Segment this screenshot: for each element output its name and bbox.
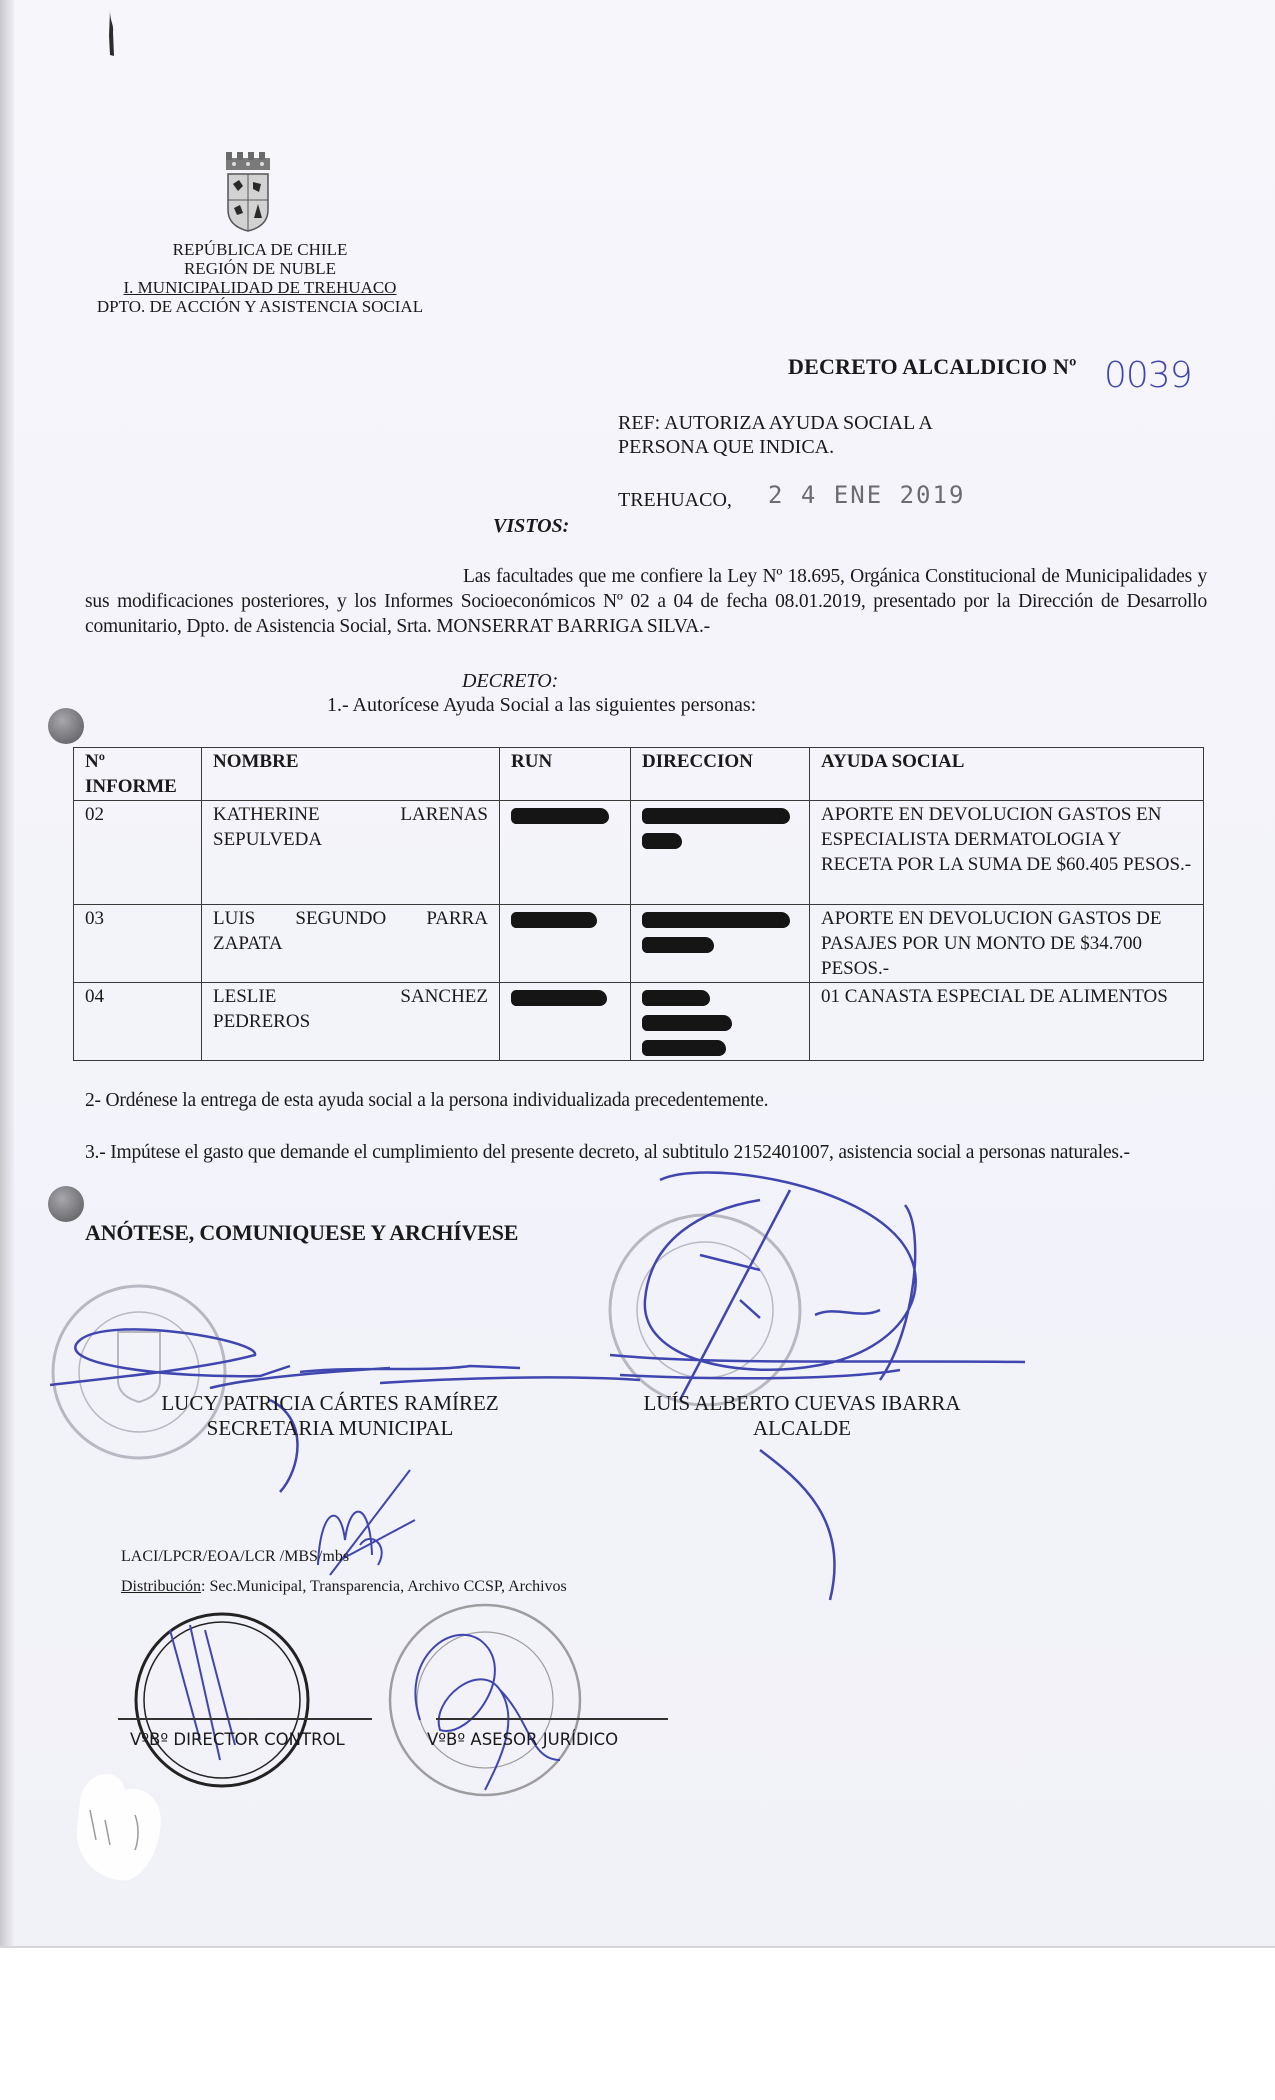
correction-fluid-mark-icon [65,1760,175,1890]
nombre-line-2: SEPULVEDA [213,829,323,850]
alcalde-stamp-icon [610,1215,800,1405]
distribution-text: : Sec.Municipal, Transparencia, Archivo CCSP, Archivos [201,1578,567,1595]
aid-recipients-table [73,747,1204,1061]
initials-line: LACI/LPCR/EOA/LCR /MBS/mbs [121,1548,350,1565]
alcalde-title: ALCALDE [753,1416,851,1440]
table-row [74,905,1204,983]
closing-formula: ANÓTESE, COMUNIQUESE Y ARCHÍVESE [85,1220,519,1245]
cell-nombre [202,983,500,1061]
nombre-line-1: LUIS SEGUNDO PARRA [213,908,488,929]
header-informe-line-2: INFORME [85,776,177,797]
cell-ayuda: APORTE EN DEVOLUCION GASTOS EN ESPECIALISTA DERMATOLOGIA Y RECETA POR LA SUMA DE $60.405 PESOS.- [810,801,1204,905]
decreto-item-1: 1.- Autorícese Ayuda Social a las siguientes personas: [327,694,757,716]
decree-title: DECRETO ALCALDICIO Nº [788,354,1077,379]
redaction-bar [642,1015,732,1031]
scan-edge-shadow [0,0,14,1948]
reference-line-1: REF: AUTORIZA AYUDA SOCIAL A [618,412,933,434]
secretaria-signature-block [130,1391,530,1441]
vistos-text: Las facultades que me confiere la Ley Nº 18.695, Orgánica Constitucional de Municipalidades y sus modificaciones posteriores, y los Informes Socioeconómicos Nº 02 a 04 de fecha 08.01.2019, presentado por la Dirección de Desarrollo comunitario, Dpto. de Asistencia Social, Srta. MONSERRAT BARRIGA SILVA.- [85,566,1207,637]
redaction-bar [642,912,790,928]
distribution-line [121,1578,567,1596]
juridico-signature-icon [415,1635,560,1790]
header-informe-line-1: Nº [85,751,105,772]
secretaria-name: LUCY PATRICIA CÁRTES RAMÍREZ [161,1391,499,1415]
decreto-item-3: 3.- Impútese el gasto que demande el cumplimiento del presente decreto, al subtitulo 2152401007, asistencia social a personas naturales.- [85,1142,1130,1163]
cell-informe: 04 [74,983,202,1061]
cell-run [500,801,631,905]
page-bottom-edge [0,1946,1275,1948]
cell-informe: 02 [74,801,202,905]
cell-informe: 03 [74,905,202,983]
header-nombre: NOMBRE [202,748,500,801]
redaction-bar [642,808,790,824]
header-direccion: DIRECCION [631,748,810,801]
cell-direccion [631,905,810,983]
distribution-label: Distribución [121,1578,201,1595]
punch-hole-icon [48,708,84,744]
redaction-bar [642,937,714,953]
nombre-line-2: ZAPATA [213,933,283,954]
cell-ayuda: APORTE EN DEVOLUCION GASTOS DE PASAJES POR UN MONTO DE $34.700 PESOS.- [810,905,1204,983]
nombre-line-1: LESLIE SANCHEZ [213,986,488,1007]
header-ayuda: AYUDA SOCIAL [810,748,1204,801]
redaction-bar [511,990,607,1006]
reference-line-2: PERSONA QUE INDICA. [618,436,835,458]
table-row [74,801,1204,905]
redaction-bar [642,990,710,1006]
date-stamp: 2 4 ENE 2019 [768,481,966,509]
redaction-bar [642,833,682,849]
redaction-bar [511,912,597,928]
municipal-coat-of-arms-icon [220,152,276,232]
header-country: REPÚBLICA DE CHILE [172,240,348,259]
table-header-row [74,748,1204,801]
cell-direccion [631,801,810,905]
punch-hole-icon [48,1186,84,1222]
cell-run [500,905,631,983]
decreto-item-2: 2- Ordénese la entrega de esta ayuda social a la persona individualizada precedentemente. [85,1090,769,1111]
header-region: REGIÓN DE NUBLE [183,259,337,278]
decree-reference [618,411,933,459]
issuer-header [80,240,440,316]
decree-number-handwritten: 0039 [1104,355,1192,396]
decreto-heading: DECRETO: [462,670,559,692]
cell-run [500,983,631,1061]
decree-place: TREHUACO, [618,489,732,511]
redaction-bar [642,1040,726,1056]
cell-ayuda: 01 CANASTA ESPECIAL DE ALIMENTOS [810,983,1204,1061]
vistos-paragraph [85,564,1207,639]
cell-direccion [631,983,810,1061]
vobo-asesor-juridico: VºBº ASESOR JURÍDICO [427,1730,619,1749]
vobo-director-control: VºBº DIRECTOR CONTROL [130,1730,345,1749]
header-department: DPTO. DE ACCIÓN Y ASISTENCIA SOCIAL [96,297,424,316]
nombre-line-1: KATHERINE LARENAS [213,804,488,825]
header-informe [74,748,202,801]
cell-nombre [202,905,500,983]
header-run: RUN [500,748,631,801]
alcalde-signature-block [612,1391,992,1441]
alcalde-signature-icon [610,1173,1025,1601]
cell-nombre [202,801,500,905]
juridico-signature-line [436,1718,668,1720]
redaction-bar [511,808,609,824]
scan-mark-icon [108,10,116,56]
nombre-line-2: PEDREROS [213,1011,311,1032]
alcalde-name: LUÍS ALBERTO CUEVAS IBARRA [643,1391,961,1415]
secretaria-title: SECRETARIA MUNICIPAL [206,1416,454,1440]
vistos-heading: VISTOS: [493,515,570,537]
header-municipality: I. MUNICIPALIDAD DE TREHUACO [123,278,397,297]
control-signature-line [118,1718,372,1720]
table-row [74,983,1204,1061]
juridico-stamp-icon [390,1605,580,1795]
